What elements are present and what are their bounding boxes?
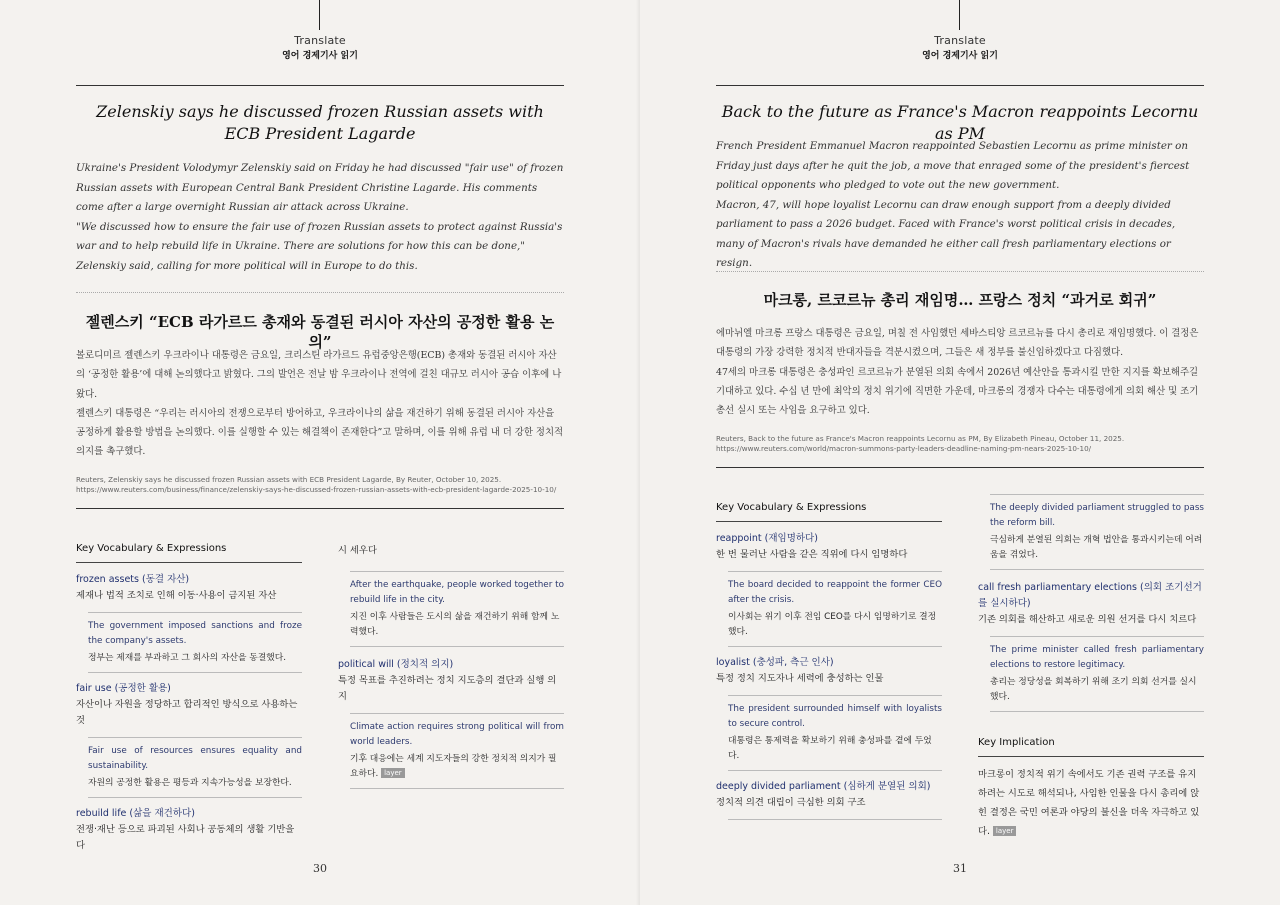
page-number: 30 <box>313 862 327 875</box>
right-page <box>640 0 1280 905</box>
vocab-example <box>88 612 302 673</box>
vocab-term: political will (정치적 의지) <box>338 659 454 670</box>
header-title-en: Translate <box>934 34 986 47</box>
vocab-term: fair use (공정한 활용) <box>76 683 171 694</box>
vocab-column-2 <box>338 543 564 797</box>
vocab-example <box>728 695 942 771</box>
paragraph: Ukraine's President Volodymyr Zelenskiy said on Friday he had discussed "fair use" of frozen Russian assets with European Central Bank President Christine Lagarde. His comments come after a large overnight Russian air attack across Ukraine. <box>76 162 564 213</box>
example-ko: 이사회는 위기 이후 전임 CEO를 다시 임명하기로 결정했다. <box>728 612 937 637</box>
top-rule <box>76 85 564 86</box>
example-en: The board decided to reappoint the former CEO after the crisis. <box>728 580 942 605</box>
vocab-definition: 특정 정치 지도자나 세력에 충성하는 인물 <box>716 673 884 684</box>
example-en: The deeply divided parliament struggled to pass the reform bill. <box>990 503 1204 528</box>
header-title-ko: 영어 경제기사 읽기 <box>282 51 358 61</box>
example-en: The president surrounded himself with loyalists to secure control. <box>728 704 942 729</box>
top-rule <box>716 85 1204 86</box>
vocab-definition: 정치적 의견 대립이 극심한 의회 구조 <box>716 797 866 808</box>
article-title-en: Zelenskiy says he discussed frozen Russian assets with ECB President Lagarde <box>96 102 544 143</box>
paragraph: 볼로디미르 젤렌스키 우크라이나 대통령은 금요일, 크리스틴 라가르드 유럽중앙은행(ECB) 총재와 동결된 러시아 자산의 ‘공정한 활용’에 대해 논의했다고 밝혔다. 그의 발언은 전날 밤 우크라이나 전역에 걸친 대규모 러시아 공습 이후에 나왔다. <box>76 350 562 400</box>
example-ko: 자원의 공정한 활용은 평등과 지속가능성을 보장한다. <box>88 778 292 788</box>
vocab-item <box>716 531 942 647</box>
implication-text <box>978 765 1204 841</box>
implication-heading: Key Implication <box>978 737 1055 748</box>
vocab-example <box>350 571 564 647</box>
page-number: 31 <box>953 862 967 875</box>
example-en: Fair use of resources ensures equality and sustainability. <box>88 746 302 771</box>
paragraph: 에마뉘엘 마크롱 프랑스 대통령은 금요일, 며칠 전 사임했던 세바스티앙 르코르뉴를 다시 총리로 재임명했다. 이 결정은 대통령의 가장 강력한 정치적 반대자들을 격분시켰으며, 그들은 새 정부를 불신임하겠다고 다짐했다. <box>716 328 1199 359</box>
vocab-definition: 특정 목표를 추진하려는 정치 지도층의 결단과 실행 의지 <box>338 675 557 702</box>
example-ko: 정부는 제재를 부과하고 그 회사의 자산을 동결했다. <box>88 653 287 663</box>
vocab-item <box>338 657 564 789</box>
section-rule <box>76 508 564 509</box>
article-body-en <box>716 137 1204 274</box>
vocab-definition-continued: 시 세우다 <box>338 545 377 556</box>
paragraph: 젤렌스키 대통령은 “우리는 러시아의 전쟁으로부터 방어하고, 우크라이나의 삶을 재건하기 위해 동결된 러시아 자산을 공정하게 활용할 방법을 논의했다. 이를 실행할 수 있는 해결책이 존재한다”고 말하며, 이를 위해 유럽 내 더 강한 정치적 의지를 촉구했다. <box>76 407 564 458</box>
paragraph: "We discussed how to ensure the fair use of frozen Russian assets to protect against Russia's war and to help rebuild life in Ukraine. There are solutions for how this can be done," Zelenskiy said, calling for more political will in Europe to do this. <box>76 220 563 272</box>
header-line <box>959 0 960 30</box>
example-ko: 대통령은 통제력을 확보하기 위해 충성파를 곁에 두었다. <box>728 736 932 761</box>
article-body-ko <box>76 346 564 462</box>
example-ko: 지진 이후 사람들은 도시의 삶을 재건하기 위해 함께 노력했다. <box>350 612 560 637</box>
vocab-column-1 <box>76 572 302 860</box>
vocab-item <box>76 806 302 854</box>
layer-badge: layer <box>993 826 1017 836</box>
header-title-ko: 영어 경제기사 읽기 <box>922 51 998 61</box>
vocab-definition: 제재나 법적 조치로 인해 이동·사용이 금지된 자산 <box>76 590 277 601</box>
layer-badge: layer <box>381 768 405 778</box>
vocab-item <box>978 580 1204 712</box>
vocab-definition: 기존 의회를 해산하고 새로운 의원 선거를 다시 치르다 <box>978 614 1197 625</box>
paragraph: Macron, 47, will hope loyalist Lecornu can draw enough support from a deeply divided parliament to pass a 2026 budget. Faced with France's worst political crisis in decades, many of Macron's rivals have demanded he either call fresh parliamentary elections or resign. <box>716 198 1176 269</box>
vocab-column-2 <box>978 492 1204 720</box>
vocab-item <box>716 779 942 820</box>
vocab-term: frozen assets (동결 자산) <box>76 574 190 585</box>
example-en: The government imposed sanctions and froze the company's assets. <box>88 621 302 646</box>
vocab-term: rebuild life (삶을 재건하다) <box>76 808 195 819</box>
vocab-example <box>990 494 1204 570</box>
example-ko: 총리는 정당성을 회복하기 위해 조기 의회 선거를 실시했다. <box>990 677 1197 702</box>
vocab-example <box>350 713 564 789</box>
vocab-example <box>990 636 1204 712</box>
divider <box>716 271 1204 272</box>
example-ko <box>350 752 564 782</box>
example-rule <box>728 819 942 820</box>
header-title-en: Translate <box>294 34 346 47</box>
vocab-item <box>76 681 302 798</box>
example-en: After the earthquake, people worked together to rebuild life in the city. <box>350 580 564 605</box>
vocab-column-1 <box>716 531 942 826</box>
vocab-term: reappoint (재임명하다) <box>716 533 818 544</box>
implication-heading-rule <box>978 756 1204 757</box>
vocab-example <box>88 737 302 798</box>
article-title-ko: 젤렌스키 “ECB 라가르드 총재와 동결된 러시아 자산의 공정한 활용 논의” <box>85 313 555 351</box>
article-body-en <box>76 159 564 276</box>
vocab-item <box>76 572 302 673</box>
vocab-definition: 전쟁·재난 등으로 파괴된 사회나 공동체의 생활 기반을 다 <box>76 824 295 851</box>
vocab-definition: 자산이나 자원을 정당하고 합리적인 방식으로 사용하는 것 <box>76 699 298 726</box>
vocab-term: call fresh parliamentary elections (의회 조기선거를 실시하다) <box>978 582 1202 609</box>
vocab-heading: Key Vocabulary & Expressions <box>76 543 227 554</box>
divider <box>76 292 564 293</box>
vocab-definition: 한 번 물러난 사람을 같은 직위에 다시 임명하다 <box>716 549 908 560</box>
example-ko: 극심하게 분열된 의회는 개혁 법안을 통과시키는데 어려움을 겪었다. <box>990 535 1203 560</box>
example-en: Climate action requires strong political will from world leaders. <box>350 722 564 747</box>
vocab-heading-rule <box>716 521 942 522</box>
vocab-term: deeply divided parliament (심하게 분열된 의회) <box>716 781 931 792</box>
vocab-item <box>716 655 942 771</box>
article-body-ko <box>716 324 1204 420</box>
example-ko-text: 기후 대응에는 세계 지도자들의 강한 정치적 의지가 필요하다. <box>350 754 557 779</box>
paragraph: 47세의 마크롱 대통령은 충성파인 르코르뉴가 분열된 의회 속에서 2026년 예산안을 통과시킬 만한 지지를 확보해주길 기대하고 있다. 수십 년 만에 최악의 정치 위기에 직면한 가운데, 마크롱의 경쟁자 다수는 대통령에게 의회 해산 및 조기 총선 실시 또는 사임을 요구하고 있다. <box>716 366 1199 417</box>
article-title-ko: 마크롱, 르코르뉴 총리 재임명… 프랑스 정치 “과거로 회귀” <box>763 291 1157 309</box>
source-citation: Reuters, Zelenskiy says he discussed frozen Russian assets with ECB President Lagarde, By Reuter, October 10, 2025. https://www.reuters.com/business/finance/zelenskiy-says-he-discussed-frozen-russian-assets-with-ecb-president-lagarde-2025-10-10/ <box>76 475 557 494</box>
paragraph: French President Emmanuel Macron reappointed Sebastien Lecornu as prime minister on Friday just days after he quit the job, a move that enraged some of the president's fiercest political opponents who pledged to vote out the new government. <box>716 140 1190 191</box>
vocab-heading: Key Vocabulary & Expressions <box>716 502 867 513</box>
header-line <box>319 0 320 30</box>
example-en: The prime minister called fresh parliamentary elections to restore legitimacy. <box>990 645 1204 670</box>
implication-body: 마크롱이 정치적 위기 속에서도 기존 권력 구조를 유지하려는 시도로 해석되나, 사임한 인물을 다시 총리에 앉힌 결정은 국민 여론과 야당의 불신을 더욱 자극하고 있다. <box>978 769 1200 837</box>
vocab-term: loyalist (충성파, 측근 인사) <box>716 657 834 668</box>
source-citation: Reuters, Back to the future as France's Macron reappoints Lecornu as PM, By Elizabeth Pineau, October 11, 2025. https://www.reuters.com/world/macron-summons-party-leaders-deadline-naming-pm-nears-2025-10-10/ <box>716 434 1125 453</box>
vocab-example <box>728 571 942 647</box>
article-title-en: Back to the future as France's Macron reappoints Lecornu as PM <box>721 102 1199 143</box>
section-rule <box>716 467 1204 468</box>
vocab-heading-rule <box>76 562 302 563</box>
